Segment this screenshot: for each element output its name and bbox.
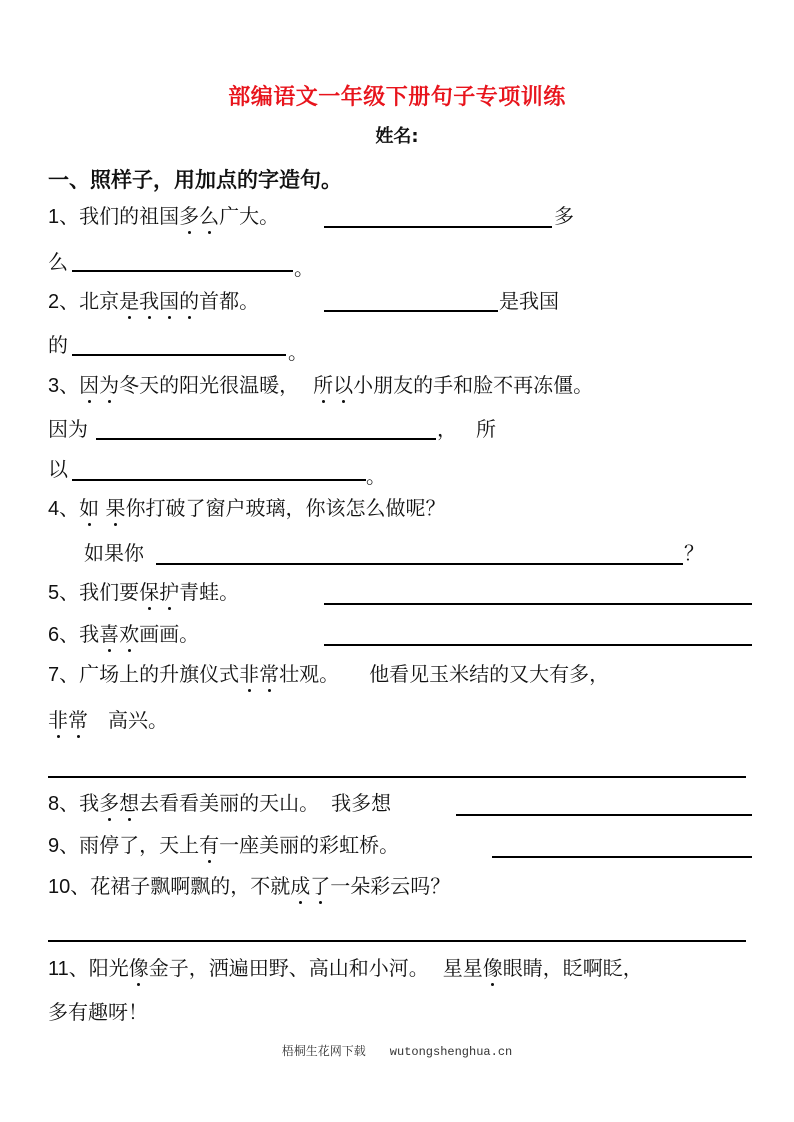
answer-line[interactable] xyxy=(156,563,683,565)
emphasized-character: 像 xyxy=(128,956,149,980)
punctuation: ？ xyxy=(684,541,704,565)
sentence-text: 花裙子飘啊飘的，不就 xyxy=(90,874,291,898)
footer-url: wutongshenghua.cn xyxy=(389,1045,513,1059)
emphasized-character: 因 xyxy=(79,373,100,397)
sentence-text: 高兴。 xyxy=(88,708,168,732)
item-3-sentence xyxy=(48,371,593,400)
answer-line[interactable] xyxy=(72,270,293,272)
prompt-word: 我多想 xyxy=(331,791,392,815)
emphasized-character: 保 xyxy=(139,580,160,604)
emphasized-character: 有 xyxy=(199,833,220,857)
sentence-text: 我 xyxy=(79,622,100,646)
sentence-text: 壮观。 xyxy=(279,662,340,686)
prompt-word: 因为 xyxy=(48,417,88,441)
sentence-text: 一座美丽的彩虹桥。 xyxy=(219,833,400,857)
emphasized-character: 所 xyxy=(313,373,334,397)
item-number: 2、 xyxy=(48,291,80,313)
sentence-text: 一朵彩云吗？ xyxy=(330,874,451,898)
item-9-sentence xyxy=(48,831,399,860)
emphasized-character: 我 xyxy=(139,289,160,313)
sentence-text: 金子，洒遍田野、高山和小河。 xyxy=(148,956,429,980)
sentence-text: 我 xyxy=(79,791,100,815)
item-number: 11、 xyxy=(48,958,89,980)
item-10-sentence xyxy=(48,872,450,901)
sentence-text: 阳光 xyxy=(88,956,129,980)
example-sentence xyxy=(79,289,259,313)
emphasized-character: 多 xyxy=(99,791,120,815)
item-number: 9、 xyxy=(48,835,80,857)
example-sentence xyxy=(79,580,239,604)
sentence-text: 雨停了，天上 xyxy=(79,833,200,857)
example-sentence xyxy=(90,874,450,898)
page-title: 部编语文一年级下册句子专项训练 xyxy=(228,85,566,110)
emphasized-character: 欢 xyxy=(119,622,140,646)
emphasized-character: 像 xyxy=(482,956,503,980)
sentence-text: 小朋友的手和脸不再冻僵。 xyxy=(353,373,594,397)
punctuation: 。 xyxy=(288,340,308,364)
answer-line[interactable] xyxy=(324,644,752,646)
item-7-sentence-line2 xyxy=(48,706,168,734)
example-sentence xyxy=(79,204,279,228)
item-4-sentence xyxy=(48,494,445,523)
item-number: 7、 xyxy=(48,664,80,686)
example-sentence-a xyxy=(79,662,339,686)
emphasized-character: 以 xyxy=(333,373,354,397)
footer xyxy=(0,1042,794,1059)
sentence-text: 眼睛，眨啊眨， xyxy=(502,956,643,980)
emphasized-character: 常 xyxy=(259,662,280,686)
example-sentence xyxy=(79,622,199,646)
sentence-text: 我们的祖国 xyxy=(79,204,180,228)
example-sentence-b xyxy=(443,956,643,980)
emphasized-character: 成 xyxy=(290,874,311,898)
sentence-text: 你打破了窗户玻璃，你该怎么做呢？ xyxy=(125,496,446,520)
answer-line[interactable] xyxy=(48,776,746,778)
emphasized-character: 多 xyxy=(179,204,200,228)
sentence-text: 北京 xyxy=(79,289,120,313)
example-sentence-b xyxy=(369,662,609,686)
item-6-sentence xyxy=(48,620,199,649)
emphasized-character: 想 xyxy=(119,791,140,815)
emphasized-character: 常 xyxy=(68,708,88,732)
answer-line[interactable] xyxy=(324,310,498,312)
emphasized-character: 果 xyxy=(105,496,126,520)
punctuation: ， xyxy=(437,417,457,441)
sentence-text: 冬天的阳光很温暖， xyxy=(119,373,300,397)
sentence-text: 星星 xyxy=(442,956,483,980)
punctuation: 。 xyxy=(294,256,314,280)
item-11-sentence xyxy=(48,954,643,983)
emphasized-character: 是 xyxy=(119,289,140,313)
emphasized-character: 国 xyxy=(159,289,180,313)
answer-line[interactable] xyxy=(492,856,752,858)
item-11-sentence-line2: 多有趣呀！ xyxy=(48,1000,148,1024)
example-sentence-b xyxy=(313,373,593,397)
sentence-text: 去看看美丽的天山。 xyxy=(139,791,320,815)
item-number: 10、 xyxy=(48,876,91,898)
section-heading: 一、照样子，用加点的字造句。 xyxy=(48,168,342,192)
sentence-text: 画画。 xyxy=(139,622,200,646)
sentence-text: 我们要 xyxy=(79,580,140,604)
prompt-word: 么 xyxy=(48,250,68,274)
prompt-word: 的 xyxy=(48,333,68,357)
example-sentence xyxy=(79,791,319,815)
prompt-word: 是我国 xyxy=(499,289,559,313)
answer-line[interactable] xyxy=(72,354,286,356)
sentence-text: 青蛙。 xyxy=(179,580,240,604)
student-name-label: 姓名: xyxy=(375,126,419,147)
answer-line[interactable] xyxy=(96,438,436,440)
emphasized-character: 喜 xyxy=(99,622,120,646)
example-sentence xyxy=(79,496,445,520)
emphasized-character: 么 xyxy=(199,204,220,228)
item-7-sentence xyxy=(48,660,609,689)
item-1-sentence xyxy=(48,202,279,231)
emphasized-character: 护 xyxy=(159,580,180,604)
answer-line[interactable] xyxy=(324,603,752,605)
example-sentence xyxy=(79,833,399,857)
item-2-sentence xyxy=(48,287,259,316)
sentence-text: 广大。 xyxy=(219,204,280,228)
prompt-word: 所 xyxy=(476,417,496,441)
item-number: 5、 xyxy=(48,582,80,604)
example-sentence-a xyxy=(89,956,429,980)
sentence-text: 首都。 xyxy=(199,289,260,313)
prompt-word: 以 xyxy=(48,457,68,481)
item-5-sentence xyxy=(48,578,239,607)
answer-line[interactable] xyxy=(456,814,752,816)
item-number: 3、 xyxy=(48,375,80,397)
emphasized-character: 如 xyxy=(79,496,100,520)
item-8-sentence xyxy=(48,789,391,818)
sentence-text: 他看见玉米结的又大有多， xyxy=(369,662,610,686)
emphasized-character: 非 xyxy=(239,662,260,686)
answer-line[interactable] xyxy=(72,479,366,481)
emphasized-character: 了 xyxy=(310,874,331,898)
answer-line[interactable] xyxy=(324,226,552,228)
punctuation: 。 xyxy=(366,464,386,488)
footer-site-name: 梧桐生花网下载 xyxy=(281,1044,366,1058)
item-number: 1、 xyxy=(48,206,80,228)
sentence-text: 广场上的升旗仪式 xyxy=(79,662,240,686)
emphasized-character: 的 xyxy=(179,289,200,313)
item-number: 4、 xyxy=(48,498,80,520)
answer-line[interactable] xyxy=(48,940,746,942)
item-number: 8、 xyxy=(48,793,80,815)
emphasized-character: 非 xyxy=(48,708,68,732)
item-number: 6、 xyxy=(48,624,80,646)
example-sentence-a xyxy=(79,373,299,397)
prompt-word: 多 xyxy=(554,204,574,228)
prompt-word: 如果你 xyxy=(84,541,144,565)
emphasized-character: 为 xyxy=(99,373,120,397)
